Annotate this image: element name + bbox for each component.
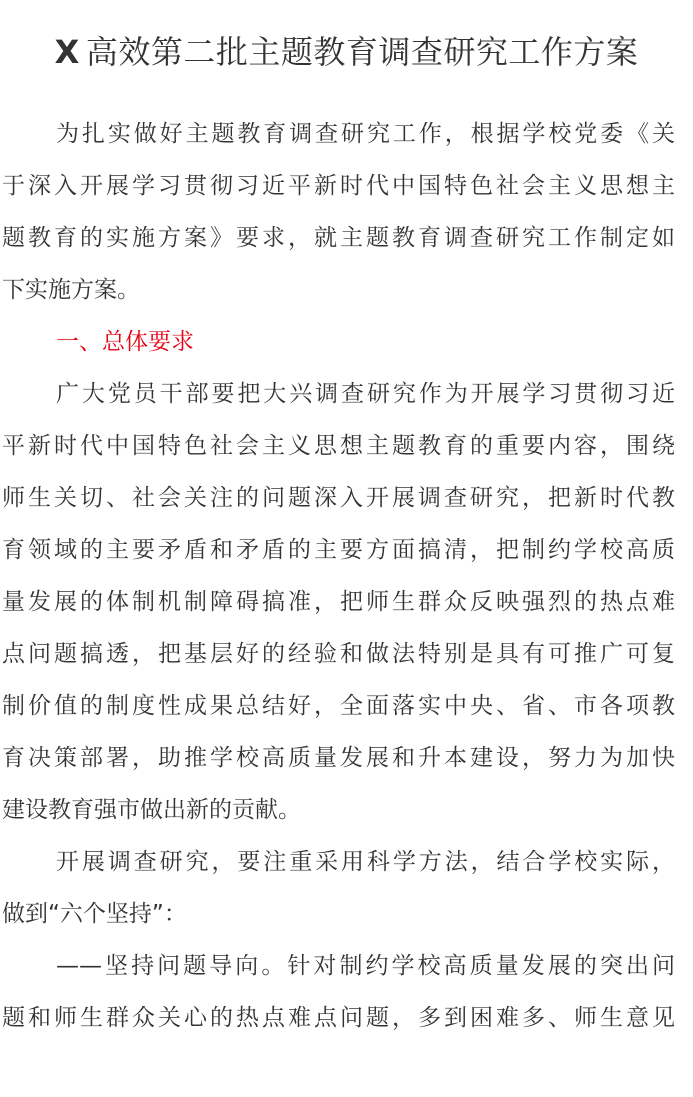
paragraph-line: 开展调查研究，要注重采用科学方法，结合学校实际， xyxy=(56,849,675,875)
paragraph-line: 下实施方案。 xyxy=(2,277,140,303)
title-text: 高效第二批主题教育调查研究工作方案 xyxy=(85,33,639,71)
paragraph-line: 量发展的体制机制障碍搞准，把师生群众反映强烈的热点难 xyxy=(2,589,675,615)
document-title xyxy=(0,28,693,76)
paragraph-line: 点问题搞透，把基层好的经验和做法特别是具有可推广可复 xyxy=(2,641,675,667)
paragraph-line: 题和师生群众关心的热点难点问题，多到困难多、师生意见 xyxy=(2,1005,675,1031)
paragraph-line: 做到“六个坚持”： xyxy=(2,901,187,927)
paragraph-line: ——坚持问题导向。针对制约学校高质量发展的突出问 xyxy=(56,953,675,979)
paragraph-line: 师生关切、社会关注的问题深入开展调查研究，把新时代教 xyxy=(2,485,675,511)
document-body xyxy=(2,108,675,1044)
title-mark: X xyxy=(54,33,80,71)
paragraph-line: 于深入开展学习贯彻习近平新时代中国特色社会主义思想主 xyxy=(2,173,675,199)
paragraph-line: 为扎实做好主题教育调查研究工作，根据学校党委《关 xyxy=(56,121,675,147)
paragraph-line: 制价值的制度性成果总结好，全面落实中央、省、市各项教 xyxy=(2,693,675,719)
paragraph-line: 育领域的主要矛盾和矛盾的主要方面搞清，把制约学校高质 xyxy=(2,537,675,563)
paragraph-line: 广大党员干部要把大兴调查研究作为开展学习贯彻习近 xyxy=(56,381,675,407)
paragraph-line: 建设教育强市做出新的贡献。 xyxy=(2,797,301,823)
paragraph-line: 育决策部署，助推学校高质量发展和升本建设，努力为加快 xyxy=(2,745,675,771)
paragraph-line: 平新时代中国特色社会主义思想主题教育的重要内容，围绕 xyxy=(2,433,675,459)
section-heading: 一、总体要求 xyxy=(56,329,194,355)
paragraph-line: 题教育的实施方案》要求，就主题教育调查研究工作制定如 xyxy=(2,225,675,251)
